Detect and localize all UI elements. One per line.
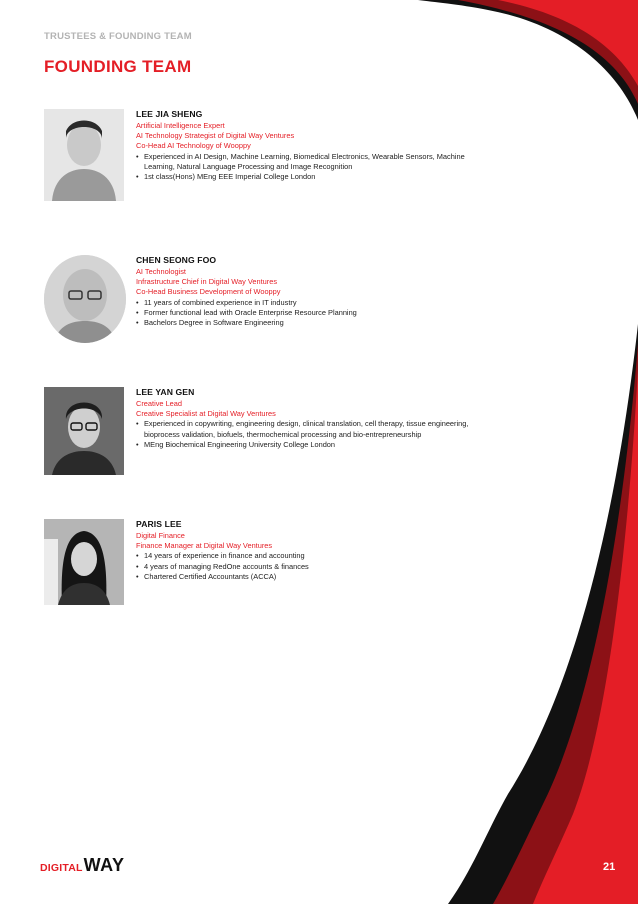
page-number: 21 bbox=[603, 861, 616, 873]
member-info bbox=[136, 109, 476, 182]
logo-way-text: WAY bbox=[83, 855, 125, 875]
highlight-item: • 4 years of managing RedOne accounts & finances bbox=[136, 562, 476, 572]
member-highlights bbox=[136, 298, 476, 329]
digital-way-logo bbox=[40, 855, 124, 876]
member-photo bbox=[44, 387, 124, 475]
highlight-item: • 1st class(Hons) MEng EEE Imperial College London bbox=[136, 172, 476, 182]
member-role: AI Technology Strategist of Digital Way Ventures bbox=[136, 131, 295, 141]
member-name: LEE YAN GEN bbox=[136, 387, 195, 397]
highlight-item: • MEng Biochemical Engineering University College London bbox=[136, 440, 476, 450]
member-name: PARIS LEE bbox=[136, 519, 182, 529]
top-right-decoration bbox=[418, 0, 638, 120]
member-highlights bbox=[136, 551, 476, 582]
member-role: Co-Head Business Development of Wooppy bbox=[136, 287, 281, 297]
highlight-item: • Experienced in AI Design, Machine Learning, Biomedical Electronics, Wearable Sensors, Machine Learning, Natural Language Processing and Image Recognition bbox=[136, 152, 476, 172]
page-title: FOUNDING TEAM bbox=[44, 57, 192, 76]
section-label: TRUSTEES & FOUNDING TEAM bbox=[44, 31, 192, 42]
member-info bbox=[136, 255, 476, 328]
highlight-item: • Former functional lead with Oracle Enterprise Resource Planning bbox=[136, 308, 476, 318]
member-highlights bbox=[136, 419, 476, 450]
member-role: Creative Specialist at Digital Way Ventures bbox=[136, 409, 276, 419]
logo-digital-text: DIGITAL bbox=[40, 862, 83, 874]
member-role: Creative Lead bbox=[136, 399, 183, 408]
member-highlights bbox=[136, 152, 476, 183]
highlight-item: • Bachelors Degree in Software Engineering bbox=[136, 318, 476, 328]
member-role: Digital Finance bbox=[136, 531, 185, 540]
bottom-right-decoration bbox=[448, 324, 638, 904]
member-info bbox=[136, 519, 476, 582]
member-photo bbox=[44, 109, 124, 201]
member-role: AI Technologist bbox=[136, 267, 186, 276]
highlight-item: • 14 years of experience in finance and accounting bbox=[136, 551, 476, 561]
member-role: Finance Manager at Digital Way Ventures bbox=[136, 541, 273, 551]
member-name: LEE JIA SHENG bbox=[136, 109, 203, 119]
member-photo bbox=[44, 255, 126, 343]
highlight-item: • Chartered Certified Accountants (ACCA) bbox=[136, 572, 476, 582]
member-name: CHEN SEONG FOO bbox=[136, 255, 217, 265]
member-info bbox=[136, 387, 476, 450]
member-role: Co-Head AI Technology of Wooppy bbox=[136, 141, 251, 151]
member-role: Artificial Intelligence Expert bbox=[136, 121, 225, 130]
member-photo bbox=[44, 519, 124, 605]
member-role: Infrastructure Chief in Digital Way Ventures bbox=[136, 277, 278, 287]
highlight-item: • 11 years of combined experience in IT industry bbox=[136, 298, 476, 308]
highlight-item: • Experienced in copywriting, engineering design, clinical translation, cell therapy, tissue engineering, bioprocess validation, biofuels, thermochemical processing and bio-entrepreneurship bbox=[136, 419, 476, 439]
